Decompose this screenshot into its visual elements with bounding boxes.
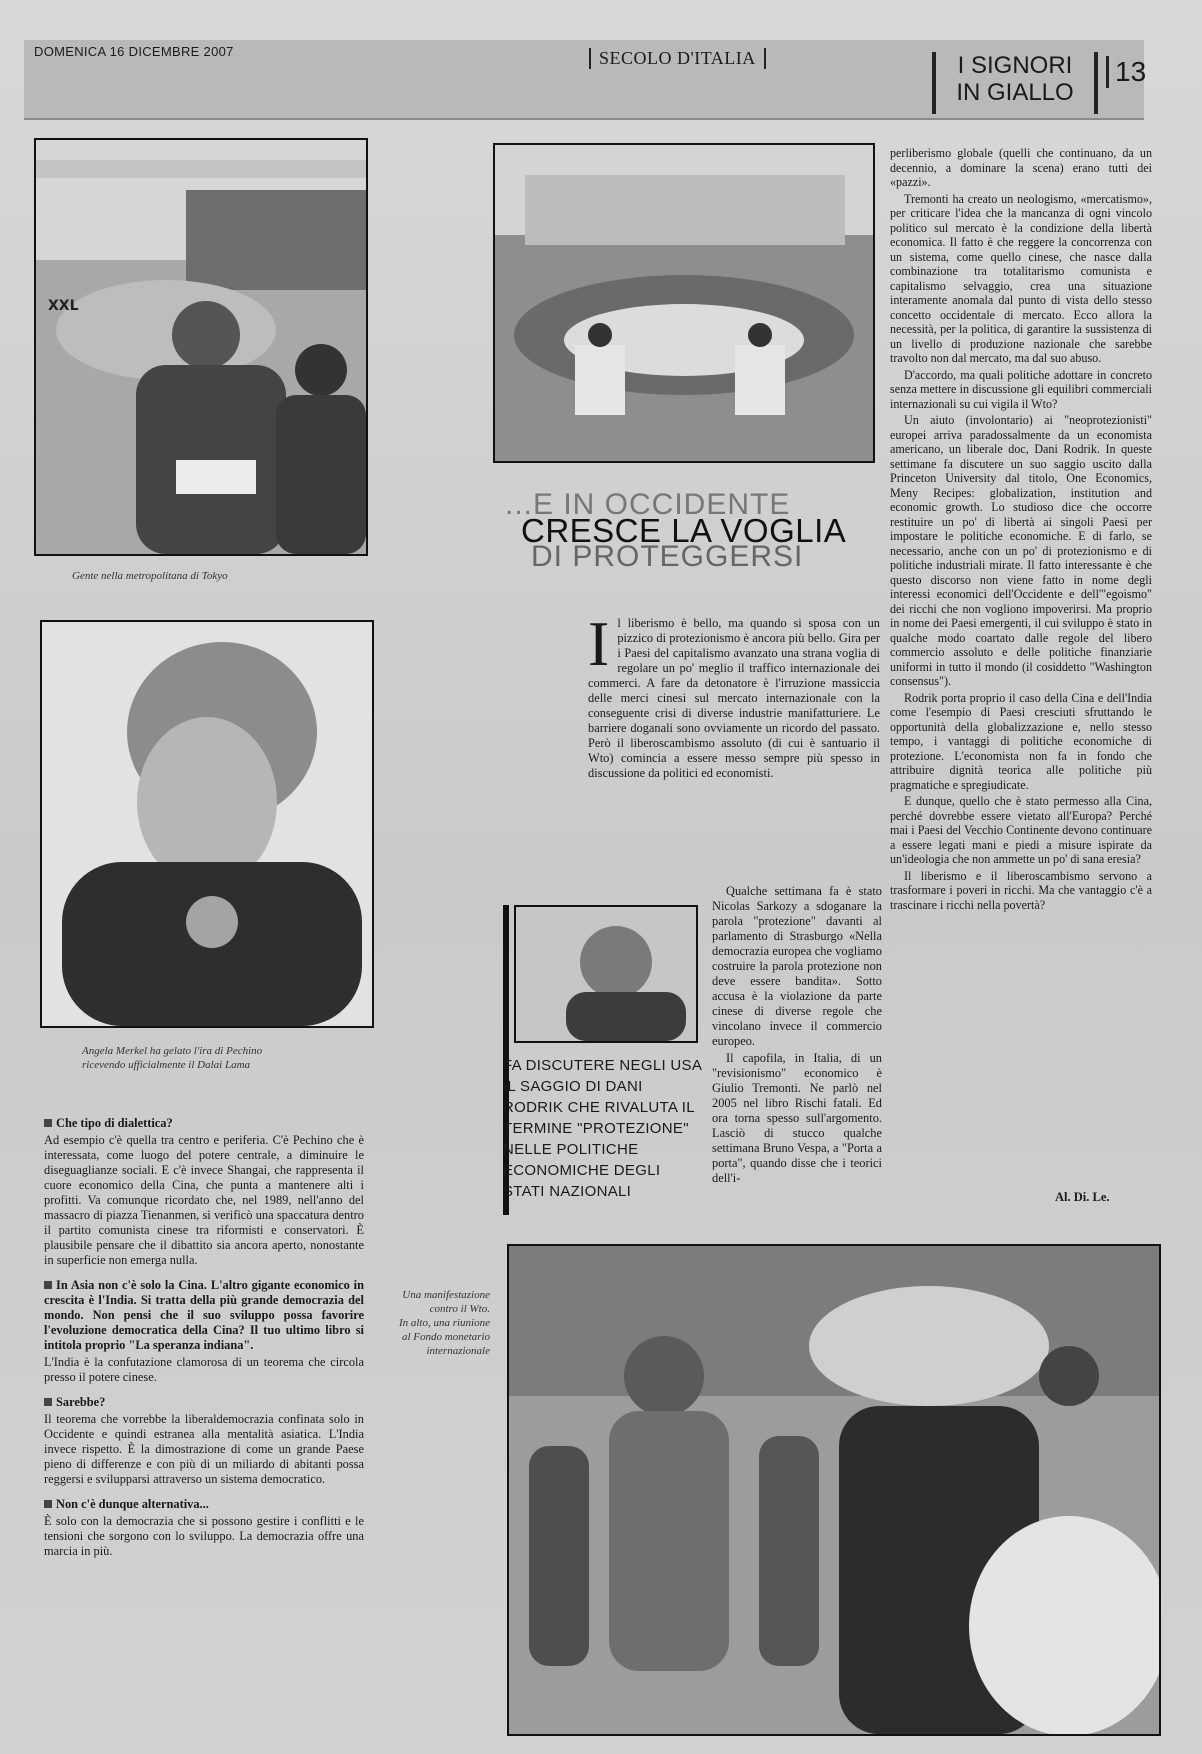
article-byline: Al. Di. Le.	[1055, 1190, 1110, 1204]
tokyo-metro-photo	[34, 138, 368, 556]
pull-quote: FA DISCUTERE NEGLI USA IL SAGGIO DI DANI RODRIK CHE RIVALUTA IL TERMINE "PROTEZIONE" NELLE POLITICHE ECONOMICHE DEGLI STATI NAZIONALI	[503, 1057, 702, 1200]
header-date: DOMENICA 16 DICEMBRE 2007	[34, 44, 234, 59]
article-column-1-lower	[712, 884, 882, 1188]
merkel-photo-caption	[82, 1044, 372, 1072]
drop-cap: I	[588, 608, 610, 679]
protest-caption-line3: In alto, una riunione	[398, 1317, 490, 1329]
interview-question: Sarebbe?	[44, 1395, 364, 1410]
interview-answer: Ad esempio c'è quella tra centro e periferia. C'è Pechino che è interessata, come luogo del potere centrale, a diminuire le diseguaglianze sociali. E c'è invece Shangai, che rappresenta il cuore economico della Cina, che punta a mantenere alti i profitti. Va comunque ricordato che, nel 1989, nell'anno del massacro di piazza Tienanmen, si verificò una spaccatura dentro il partito comunista cinese tra riformisti e conservatori. È plausibile pensare che il dibattito sia ancora aperto, nonostante in superficie non emerga nulla.	[44, 1133, 364, 1267]
imf-meeting-photo	[493, 143, 875, 463]
section-title-line1: I SIGNORI	[957, 52, 1073, 79]
tokyo-photo-caption: Gente nella metropolitana di Tokyo	[72, 570, 228, 582]
protest-caption-line2: contro il Wto.	[429, 1303, 490, 1315]
article-headline	[505, 488, 875, 573]
bullet-square-icon	[44, 1500, 52, 1508]
svg-text:XXL: XXL	[48, 298, 79, 314]
headline-line1: ...E IN OCCIDENTE	[505, 488, 791, 521]
merkel-caption-line2: ricevendo ufficialmente il Dalai Lama	[82, 1059, 251, 1071]
protest-caption-line5: internazionale	[426, 1345, 490, 1357]
article-paragraph: Un aiuto (involontario) ai "neoprotezionisti" europei arriva paradossalmente da un economista americano, un liberale doc, Dani Rodrik. In queste settimane fa discutere un suo saggio uscito dalla Princeton University dal titolo, One Economics, Meny Recipes: globalization, institution and economic growth. Lo studioso dice che occorre restituire un po' di libertà ai singoli Paesi per impostare le politiche economiche. E di farlo, se necessario, anche con un po' di protezionismo e di politiche industriali mirate. Il fatto interessante è che questo discorso non viene fatto in nome degli interessi economici dell'Occidente e dell'"egoismo" dei ricchi che non vogliono impoverirsi. Ma proprio in nome dei Paesi emergenti, il cui sviluppo è stato in qualche modo coartato dalle regole del libero commercio assoluto e delle politiche finanziarie uniformi in tutto il mondo (il cosiddetto "Washington consensus").	[890, 413, 1152, 688]
interview-answer: È solo con la democrazia che si possono gestire i conflitti e le tensioni che sorgono con lo sviluppo. La democrazia offre una marcia in più.	[44, 1514, 364, 1558]
interview-answer: Il teorema che vorrebbe la liberaldemocrazia confinata solo in Occidente e quindi estranea alla mentalità asiatica. L'India invece rispetto. È la dimostrazione di come un grande Paese pieno di differenze e con più di un miliardo di abitanti possa reggersi e svilupparsi attraverso un sistema democratico.	[44, 1412, 364, 1486]
interview-question: Non c'è dunque alternativa...	[44, 1497, 364, 1512]
article-paragraph: Il liberismo è bello, ma quando si sposa con un pizzico di protezionismo è ancora più bello. Gira per i Paesi del capitalismo avanzato una strana voglia di regolare un po' meglio il traffico internazionale dei commerci. A fare da detonatore è l'irruzione massiccia delle merci cinesi sul mercato internazionale con la conseguente crisi di diverse industrie manifatturiere. Le barriere doganali sono ovviamente un ricordo del passato. Però il liberoscambismo assoluto (di cui è santuario il Wto) comincia a essere messo sempre più spesso in discussione da politici ed economisti.	[588, 608, 880, 780]
interview-question: In Asia non c'è solo la Cina. L'altro gigante economico in crescita è l'India. Si tratta della più grande democrazia del mondo. Non pensi che il suo sviluppo possa favorire l'evoluzione democratica della Cina? Il tuo ultimo libro si intitola proprio "La speranza indiana".	[44, 1278, 364, 1352]
article-paragraph: Qualche settimana fa è stato Nicolas Sarkozy a sdoganare la parola "protezione" davanti al parlamento di Strasburgo «Nella democrazia europea che vogliamo costruire la parola protezione non deve essere bandita». Sotto accusa è la violazione da parte cinese di diverse regole che vincolano invece il commercio europeo.	[712, 884, 882, 1048]
article-paragraph: Tremonti ha creato un neologismo, «mercatismo», per criticare l'idea che la mancanza di ogni vincolo politico sul mercato è la condizione della libertà economica. Il fatto è che reggere la concorrenza con un sistema, come quello cinese, che nasce dalla combinazione tra totalitarismo comunista e capitalismo selvaggio, crea una situazione interamente anomala dal punto di vista dello stesso concetto occidentale di mercato. Ecco allora la necessità, per la politica, di garantire la sussistenza di un livello di produzione nazionale che sarebbe travolto non dal mercato, ma dal suo abuso.	[890, 191, 1152, 365]
page-header	[24, 40, 1147, 120]
protest-caption-line1: Una manifestazione	[402, 1289, 490, 1301]
bullet-square-icon	[44, 1119, 52, 1127]
interview-answer: L'India è la confutazione clamorosa di un teorema che circola presso il potere cinese.	[44, 1355, 364, 1384]
article-paragraph: Il capofila, in Italia, di un "revisionismo" economico è Giulio Tremonti. Ne parlò nel 2005 nel libro Rischi fatali. Ed ora torna spesso sull'argomento. Lasciò di stucco qualche settimana Bruno Vespa, a "Porta a porta", quando disse che i teorici dell'i-	[712, 1051, 882, 1185]
section-title	[932, 52, 1098, 114]
headline-line3: DI PROTEGGERSI	[531, 540, 804, 573]
bullet-square-icon	[44, 1398, 52, 1406]
protest-caption-line4: al Fondo monetario	[402, 1331, 490, 1343]
article-paragraph: D'accordo, ma quali politiche adottare in concreto senza mettere in discussione gli equilibri commerciali internazionali su cui vigila il Wto?	[890, 367, 1152, 411]
article-paragraph: E dunque, quello che è stato permesso alla Cina, perché dovrebbe essere vietato all'Europa? Perché mai i Paesi del Vecchio Continente devono continuare a essere legati mani e piedi a misure ispirate da un'ideologia che non ammette un po' di sana eresia?	[890, 794, 1152, 866]
article-column-2	[890, 146, 1152, 914]
protest-photo-caption	[340, 1288, 490, 1358]
bullet-square-icon	[44, 1281, 52, 1289]
article-column-1	[588, 608, 880, 783]
headline-line2: CRESCE LA VOGLIA	[521, 512, 847, 549]
article-paragraph: Il liberismo e il liberoscambismo servono a trasformare i poveri in ricchi. Ma che vantaggio c'è a trascinare i ricchi nella povertà?	[890, 868, 1152, 912]
protest-photo	[507, 1244, 1161, 1736]
article-paragraph: perliberismo globale (quelli che continuano, da un decennio, a dominare la scena) erano tutti dei «pazzi».	[890, 146, 1152, 189]
interview-question: Che tipo di dialettica?	[44, 1116, 364, 1131]
page-number: 13	[1106, 56, 1146, 88]
rodrik-photo	[514, 905, 698, 1043]
section-title-line2: IN GIALLO	[956, 79, 1074, 106]
newspaper-name: SECOLO D'ITALIA	[589, 48, 766, 69]
merkel-photo	[40, 620, 374, 1028]
article-paragraph: Rodrik porta proprio il caso della Cina e dell'India come l'esempio di Paesi cresciuti sfruttando le opportunità della globalizzazione e, nello stesso tempo, i vantaggi di politiche economiche di protezione. L'economista non fa in fondo che attribuire dignità teorica alle politiche più pragmatiche e spregiudicate.	[890, 690, 1152, 792]
interview-column	[44, 1106, 364, 1561]
merkel-caption-line1: Angela Merkel ha gelato l'ira di Pechino	[82, 1045, 263, 1057]
